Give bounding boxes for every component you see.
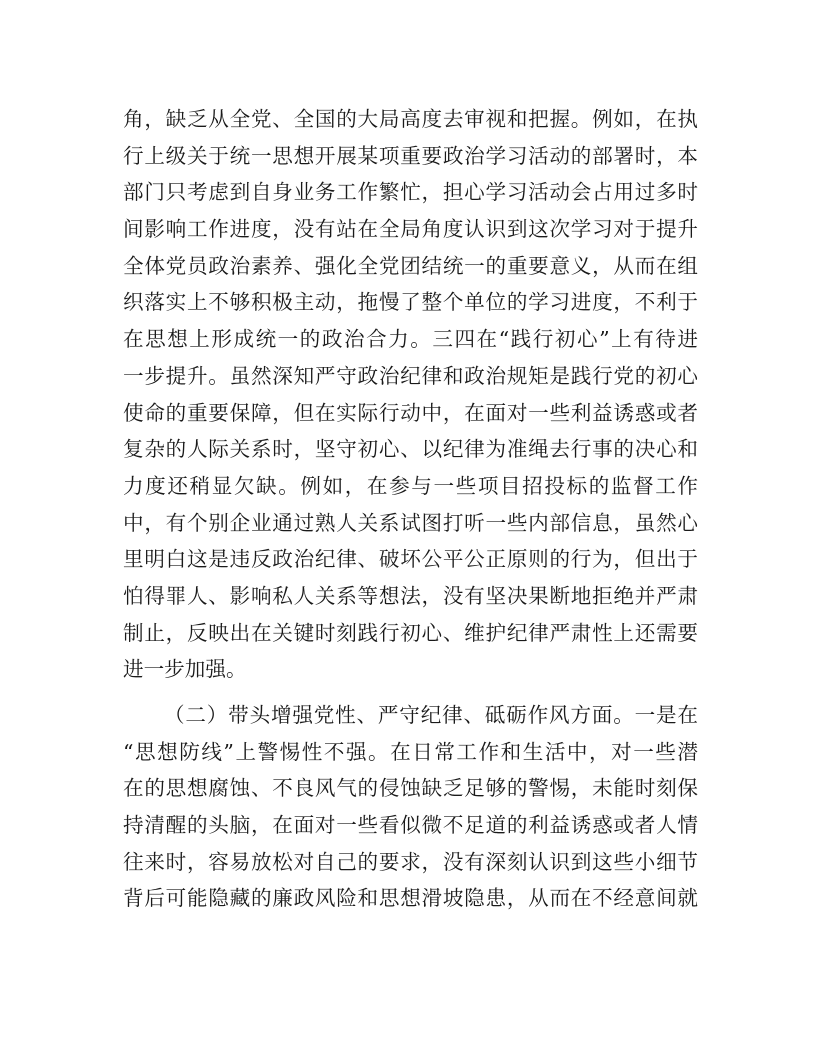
paragraph-line: 间影响工作进度，没有站在全局角度认识到这次学习对于提升 [123, 217, 698, 242]
paragraph-line: 制止，反映出在关键时刻践行初心、维护纪律严肃性上还需要 [123, 620, 698, 645]
paragraph-line: 行上级关于统一思想开展某项重要政治学习活动的部署时，本 [123, 143, 698, 168]
paragraph-line: （二）带头增强党性、严守纪律、砥砺作风方面。一是在 [164, 703, 698, 727]
paragraph-1 [123, 101, 698, 688]
paragraph-line: 使命的重要保障，但在实际行动中，在面对一些利益诱惑或者 [123, 400, 698, 425]
paragraph-line: 里明白这是违反政治纪律、破坏公平公正原则的行为，但出于 [123, 547, 698, 572]
paragraph-line: 中，有个别企业通过熟人关系试图打听一些内部信息，虽然心 [123, 510, 698, 535]
paragraph-line: 复杂的人际关系时，坚守初心、以纪律为准绳去行事的决心和 [123, 437, 698, 462]
paragraph-line: 在思想上形成统一的政治合力。三四在“践行初心”上有待进 [123, 327, 698, 352]
paragraph-line: “思想防线”上警惕性不强。在日常工作和生活中，对一些潜 [123, 739, 698, 764]
paragraph-spacer [123, 688, 698, 697]
paragraph-line: 怕得罪人、影响私人关系等想法，没有坚决果断地拒绝并严肃 [123, 583, 698, 608]
paragraph-line: 往来时，容易放松对自己的要求，没有深刻认识到这些小细节 [123, 849, 698, 874]
paragraph-line: 力度还稍显欠缺。例如，在参与一些项目招投标的监督工作 [123, 473, 698, 498]
paragraph-line: 持清醒的头脑，在面对一些看似微不足道的利益诱惑或者人情 [123, 813, 698, 838]
paragraph-line: 部门只考虑到自身业务工作繁忙，担心学习活动会占用过多时 [123, 180, 698, 205]
paragraph-2 [123, 697, 698, 917]
paragraph-line: 角，缺乏从全党、全国的大局高度去审视和把握。例如，在执 [123, 107, 698, 131]
paragraph-line: 进一步加强。 [123, 657, 247, 682]
paragraph-line: 全体党员政治素养、强化全党团结统一的重要意义，从而在组 [123, 253, 698, 278]
paragraph-line: 背后可能隐藏的廉政风险和思想滑坡隐患，从而在不经意间就 [123, 886, 698, 911]
paragraph-line: 织落实上不够积极主动，拖慢了整个单位的学习进度，不利于 [123, 290, 698, 315]
document-body [123, 101, 698, 917]
paragraph-line: 在的思想腐蚀、不良风气的侵蚀缺乏足够的警惕，未能时刻保 [123, 776, 698, 801]
paragraph-line: 一步提升。虽然深知严守政治纪律和政治规矩是践行党的初心 [123, 363, 698, 388]
